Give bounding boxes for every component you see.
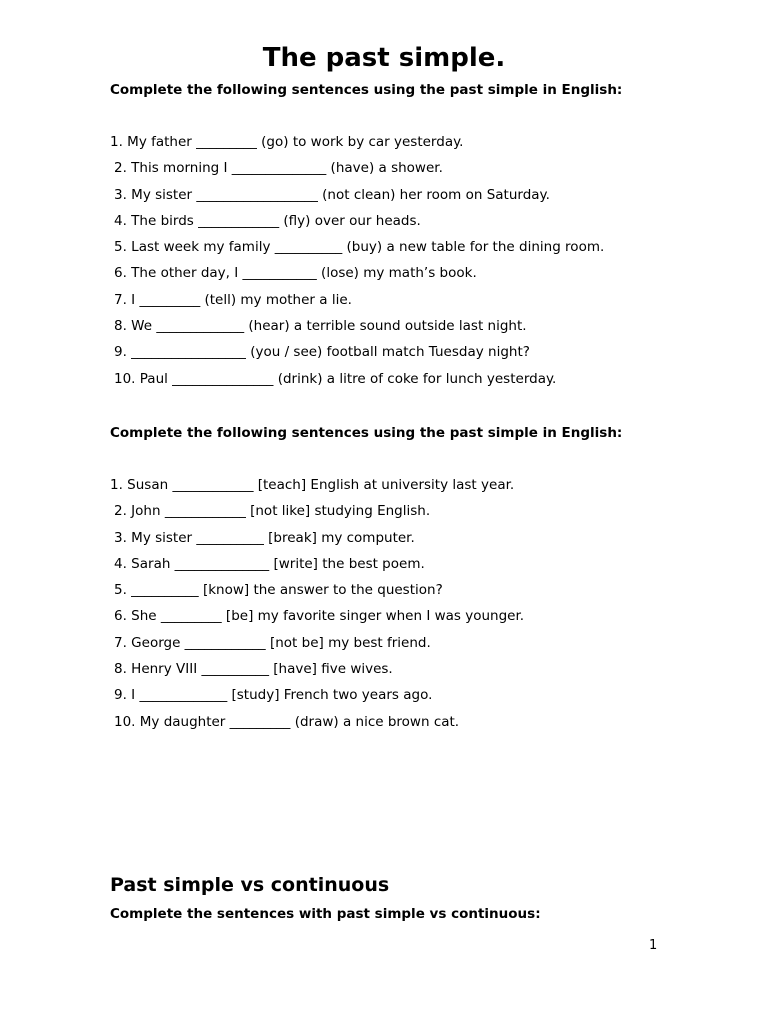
exercise-1-item-3: 3. My sister __________________ (not clean) her room on Saturday. (114, 186, 550, 203)
exercise-1-item-9: 9. _________________ (you / see) football match Tuesday night? (114, 344, 530, 361)
exercise-1-item-8: 8. We _____________ (hear) a terrible sound outside last night. (114, 318, 527, 335)
exercise-2-item-7: 7. George ____________ [not be] my best friend. (114, 634, 431, 651)
exercise-1-item-1: 1. My father _________ (go) to work by car yesterday. (110, 134, 464, 150)
page-title: The past simple. (262, 43, 506, 73)
exercise-2-item-3: 3. My sister __________ [break] my computer. (114, 529, 415, 546)
exercise-2-item-6: 6. She _________ [be] my favorite singer when I was younger. (114, 608, 525, 625)
exercise-2-item-5: 5. __________ [know] the answer to the question? (114, 582, 443, 599)
exercise-1-item-10: 10. Paul _______________ (drink) a litre of coke for lunch yesterday. (114, 370, 557, 387)
exercise-2-list (110, 472, 524, 735)
exercise-2-item-2: 2. John ____________ [not like] studying English. (114, 503, 431, 520)
page-number: 1 (649, 938, 658, 953)
exercise-1-item-4: 4. The birds ____________ (fly) over our heads. (114, 212, 421, 229)
exercise-3-instruction: Complete the sentences with past simple vs continuous: (110, 906, 541, 922)
exercise-1-list (110, 129, 604, 392)
exercise-2-instruction: Complete the following sentences using the past simple in English: (110, 425, 623, 441)
exercise-2-item-4: 4. Sarah ______________ [write] the best poem. (114, 555, 425, 572)
exercise-1-item-6: 6. The other day, I ___________ (lose) my math’s book. (114, 265, 477, 282)
exercise-1-item-7: 7. I _________ (tell) my mother a lie. (114, 291, 352, 308)
exercise-1-item-2: 2. This morning I ______________ (have) a shower. (114, 160, 443, 177)
exercise-2-item-8: 8. Henry VIII __________ [have] five wives. (114, 661, 393, 678)
exercise-1-instruction: Complete the following sentences using the past simple in English: (110, 82, 623, 98)
exercise-1-item-5: 5. Last week my family __________ (buy) a new table for the dining room. (114, 239, 605, 256)
exercise-2-item-10: 10. My daughter _________ (draw) a nice brown cat. (114, 713, 460, 730)
exercise-2-item-1: 1. Susan ____________ [teach] English at university last year. (110, 477, 515, 493)
section-heading: Past simple vs continuous (110, 874, 390, 896)
exercise-2-item-9: 9. I _____________ [study] French two years ago. (114, 687, 433, 704)
